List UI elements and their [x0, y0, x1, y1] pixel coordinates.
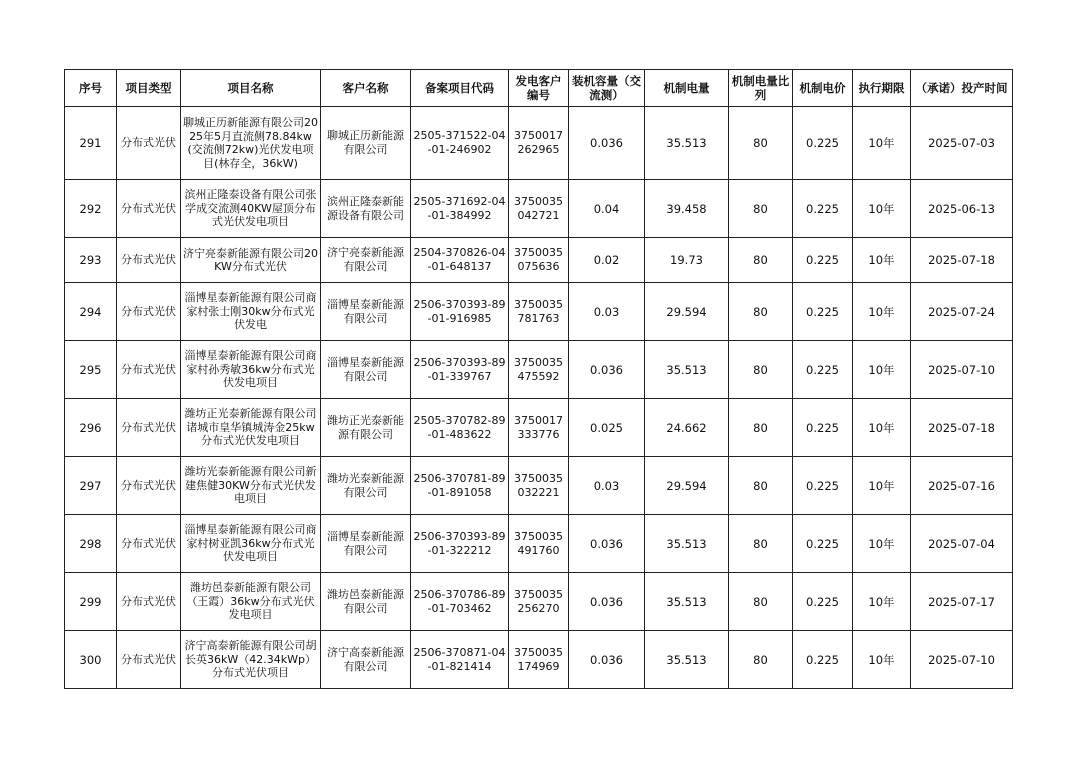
- table-row: [65, 238, 1013, 283]
- header-date: （承诺）投产时间: [911, 70, 1013, 107]
- row-type: 分布式光伏: [117, 457, 181, 515]
- table-row: [65, 283, 1013, 341]
- row-energy: 29.594: [645, 283, 729, 341]
- row-project-name: 济宁高泰新能源有限公司胡长英36kW（42.34kWp）分布式光伏项目: [181, 631, 321, 689]
- row-energy: 35.513: [645, 107, 729, 180]
- row-no: 297: [65, 457, 117, 515]
- row-project-name: 聊城正历新能源有限公司2025年5月直流侧78.84kw(交流侧72kw)光伏发电项目(林存全，36kW): [181, 107, 321, 180]
- row-customer: 潍坊邑泰新能源有限公司: [321, 573, 411, 631]
- row-price: 0.225: [793, 238, 853, 283]
- row-energy: 35.513: [645, 515, 729, 573]
- header-code: 备案项目代码: [411, 70, 509, 107]
- header-ratio: 机制电量比列: [729, 70, 793, 107]
- row-ratio: 80: [729, 631, 793, 689]
- row-customer: 潍坊正光泰新能源有限公司: [321, 399, 411, 457]
- row-ratio: 80: [729, 341, 793, 399]
- row-price: 0.225: [793, 341, 853, 399]
- row-code: 2504-370826-04-01-648137: [411, 238, 509, 283]
- table-row: [65, 631, 1013, 689]
- table-row: [65, 107, 1013, 180]
- row-term: 10年: [853, 631, 911, 689]
- row-no: 291: [65, 107, 117, 180]
- row-customer: 聊城正历新能源有限公司: [321, 107, 411, 180]
- row-project-name: 淄博星泰新能源有限公司商家村张士刚30kw分布式光伏发电: [181, 283, 321, 341]
- header-capacity: 装机容量（交流测）: [569, 70, 645, 107]
- row-term: 10年: [853, 341, 911, 399]
- row-code: 2506-370393-89-01-339767: [411, 341, 509, 399]
- row-term: 10年: [853, 457, 911, 515]
- row-capacity: 0.036: [569, 515, 645, 573]
- row-energy: 39.458: [645, 180, 729, 238]
- row-no: 294: [65, 283, 117, 341]
- header-type: 项目类型: [117, 70, 181, 107]
- row-price: 0.225: [793, 283, 853, 341]
- row-ratio: 80: [729, 399, 793, 457]
- row-project-name: 滨州正隆泰设备有限公司张学成交流测40KW屋顶分布式光伏发电项目: [181, 180, 321, 238]
- row-term: 10年: [853, 399, 911, 457]
- row-type: 分布式光伏: [117, 107, 181, 180]
- row-ratio: 80: [729, 573, 793, 631]
- row-no: 293: [65, 238, 117, 283]
- row-date: 2025-07-10: [911, 631, 1013, 689]
- row-price: 0.225: [793, 515, 853, 573]
- row-code: 2506-370393-89-01-322212: [411, 515, 509, 573]
- row-code: 2506-370786-89-01-703462: [411, 573, 509, 631]
- row-no: 295: [65, 341, 117, 399]
- row-project-name: 潍坊光泰新能源有限公司新建焦健30KW分布式光伏发电项目: [181, 457, 321, 515]
- row-type: 分布式光伏: [117, 399, 181, 457]
- row-project-name: 潍坊正光泰新能源有限公司诸城市皇华镇城涛金25kw分布式光伏发电项目: [181, 399, 321, 457]
- row-account: 3750017333776: [509, 399, 569, 457]
- header-no: 序号: [65, 70, 117, 107]
- row-capacity: 0.025: [569, 399, 645, 457]
- row-code: 2505-371692-04-01-384992: [411, 180, 509, 238]
- row-energy: 24.662: [645, 399, 729, 457]
- table-row: [65, 457, 1013, 515]
- row-code: 2505-371522-04-01-246902: [411, 107, 509, 180]
- row-customer: 济宁高泰新能源有限公司: [321, 631, 411, 689]
- header-term: 执行期限: [853, 70, 911, 107]
- header-name: 项目名称: [181, 70, 321, 107]
- project-table: [64, 69, 1013, 689]
- row-date: 2025-07-18: [911, 238, 1013, 283]
- row-capacity: 0.02: [569, 238, 645, 283]
- row-account: 3750035032221: [509, 457, 569, 515]
- table-row: [65, 399, 1013, 457]
- row-term: 10年: [853, 283, 911, 341]
- row-code: 2505-370782-89-01-483622: [411, 399, 509, 457]
- row-account: 3750035781763: [509, 283, 569, 341]
- row-account: 3750035491760: [509, 515, 569, 573]
- row-project-name: 济宁亮泰新能源有限公司20KW分布式光伏: [181, 238, 321, 283]
- row-capacity: 0.036: [569, 341, 645, 399]
- row-capacity: 0.036: [569, 107, 645, 180]
- row-type: 分布式光伏: [117, 180, 181, 238]
- row-customer: 潍坊光泰新能源有限公司: [321, 457, 411, 515]
- row-no: 298: [65, 515, 117, 573]
- row-energy: 35.513: [645, 631, 729, 689]
- row-ratio: 80: [729, 180, 793, 238]
- row-energy: 35.513: [645, 573, 729, 631]
- row-account: 3750035475592: [509, 341, 569, 399]
- table-row: [65, 180, 1013, 238]
- row-date: 2025-07-16: [911, 457, 1013, 515]
- row-date: 2025-07-03: [911, 107, 1013, 180]
- row-ratio: 80: [729, 515, 793, 573]
- row-term: 10年: [853, 515, 911, 573]
- table-row: [65, 573, 1013, 631]
- header-row: [65, 70, 1013, 107]
- row-date: 2025-06-13: [911, 180, 1013, 238]
- row-term: 10年: [853, 573, 911, 631]
- row-date: 2025-07-18: [911, 399, 1013, 457]
- row-project-name: 淄博星泰新能源有限公司商家村树亚凯36kw分布式光伏发电项目: [181, 515, 321, 573]
- row-ratio: 80: [729, 457, 793, 515]
- row-term: 10年: [853, 180, 911, 238]
- row-customer: 济宁亮泰新能源有限公司: [321, 238, 411, 283]
- row-price: 0.225: [793, 631, 853, 689]
- row-code: 2506-370781-89-01-891058: [411, 457, 509, 515]
- header-energy: 机制电量: [645, 70, 729, 107]
- row-date: 2025-07-17: [911, 573, 1013, 631]
- header-account: 发电客户编号: [509, 70, 569, 107]
- row-price: 0.225: [793, 573, 853, 631]
- header-customer: 客户名称: [321, 70, 411, 107]
- row-date: 2025-07-10: [911, 341, 1013, 399]
- row-code: 2506-370393-89-01-916985: [411, 283, 509, 341]
- row-no: 299: [65, 573, 117, 631]
- row-energy: 29.594: [645, 457, 729, 515]
- row-term: 10年: [853, 107, 911, 180]
- row-capacity: 0.036: [569, 573, 645, 631]
- row-customer: 滨州正隆泰新能源设备有限公司: [321, 180, 411, 238]
- row-ratio: 80: [729, 283, 793, 341]
- row-customer: 淄博星泰新能源有限公司: [321, 515, 411, 573]
- row-no: 296: [65, 399, 117, 457]
- row-capacity: 0.03: [569, 457, 645, 515]
- row-type: 分布式光伏: [117, 631, 181, 689]
- row-customer: 淄博星泰新能源有限公司: [321, 341, 411, 399]
- row-ratio: 80: [729, 107, 793, 180]
- row-type: 分布式光伏: [117, 238, 181, 283]
- row-ratio: 80: [729, 238, 793, 283]
- row-type: 分布式光伏: [117, 341, 181, 399]
- row-no: 300: [65, 631, 117, 689]
- row-account: 3750035075636: [509, 238, 569, 283]
- row-capacity: 0.03: [569, 283, 645, 341]
- row-account: 3750035256270: [509, 573, 569, 631]
- row-type: 分布式光伏: [117, 283, 181, 341]
- row-type: 分布式光伏: [117, 515, 181, 573]
- row-date: 2025-07-04: [911, 515, 1013, 573]
- row-no: 292: [65, 180, 117, 238]
- row-price: 0.225: [793, 457, 853, 515]
- row-energy: 19.73: [645, 238, 729, 283]
- header-price: 机制电价: [793, 70, 853, 107]
- row-project-name: 潍坊邑泰新能源有限公司（王霞）36kw分布式光伏发电项目: [181, 573, 321, 631]
- row-capacity: 0.036: [569, 631, 645, 689]
- row-account: 3750035174969: [509, 631, 569, 689]
- row-capacity: 0.04: [569, 180, 645, 238]
- row-energy: 35.513: [645, 341, 729, 399]
- row-customer: 淄博星泰新能源有限公司: [321, 283, 411, 341]
- row-date: 2025-07-24: [911, 283, 1013, 341]
- row-term: 10年: [853, 238, 911, 283]
- row-code: 2506-370871-04-01-821414: [411, 631, 509, 689]
- row-type: 分布式光伏: [117, 573, 181, 631]
- row-price: 0.225: [793, 399, 853, 457]
- table-row: [65, 515, 1013, 573]
- row-project-name: 淄博星泰新能源有限公司商家村孙秀敏36kw分布式光伏发电项目: [181, 341, 321, 399]
- row-account: 3750017262965: [509, 107, 569, 180]
- row-price: 0.225: [793, 107, 853, 180]
- table-row: [65, 341, 1013, 399]
- row-account: 3750035042721: [509, 180, 569, 238]
- row-price: 0.225: [793, 180, 853, 238]
